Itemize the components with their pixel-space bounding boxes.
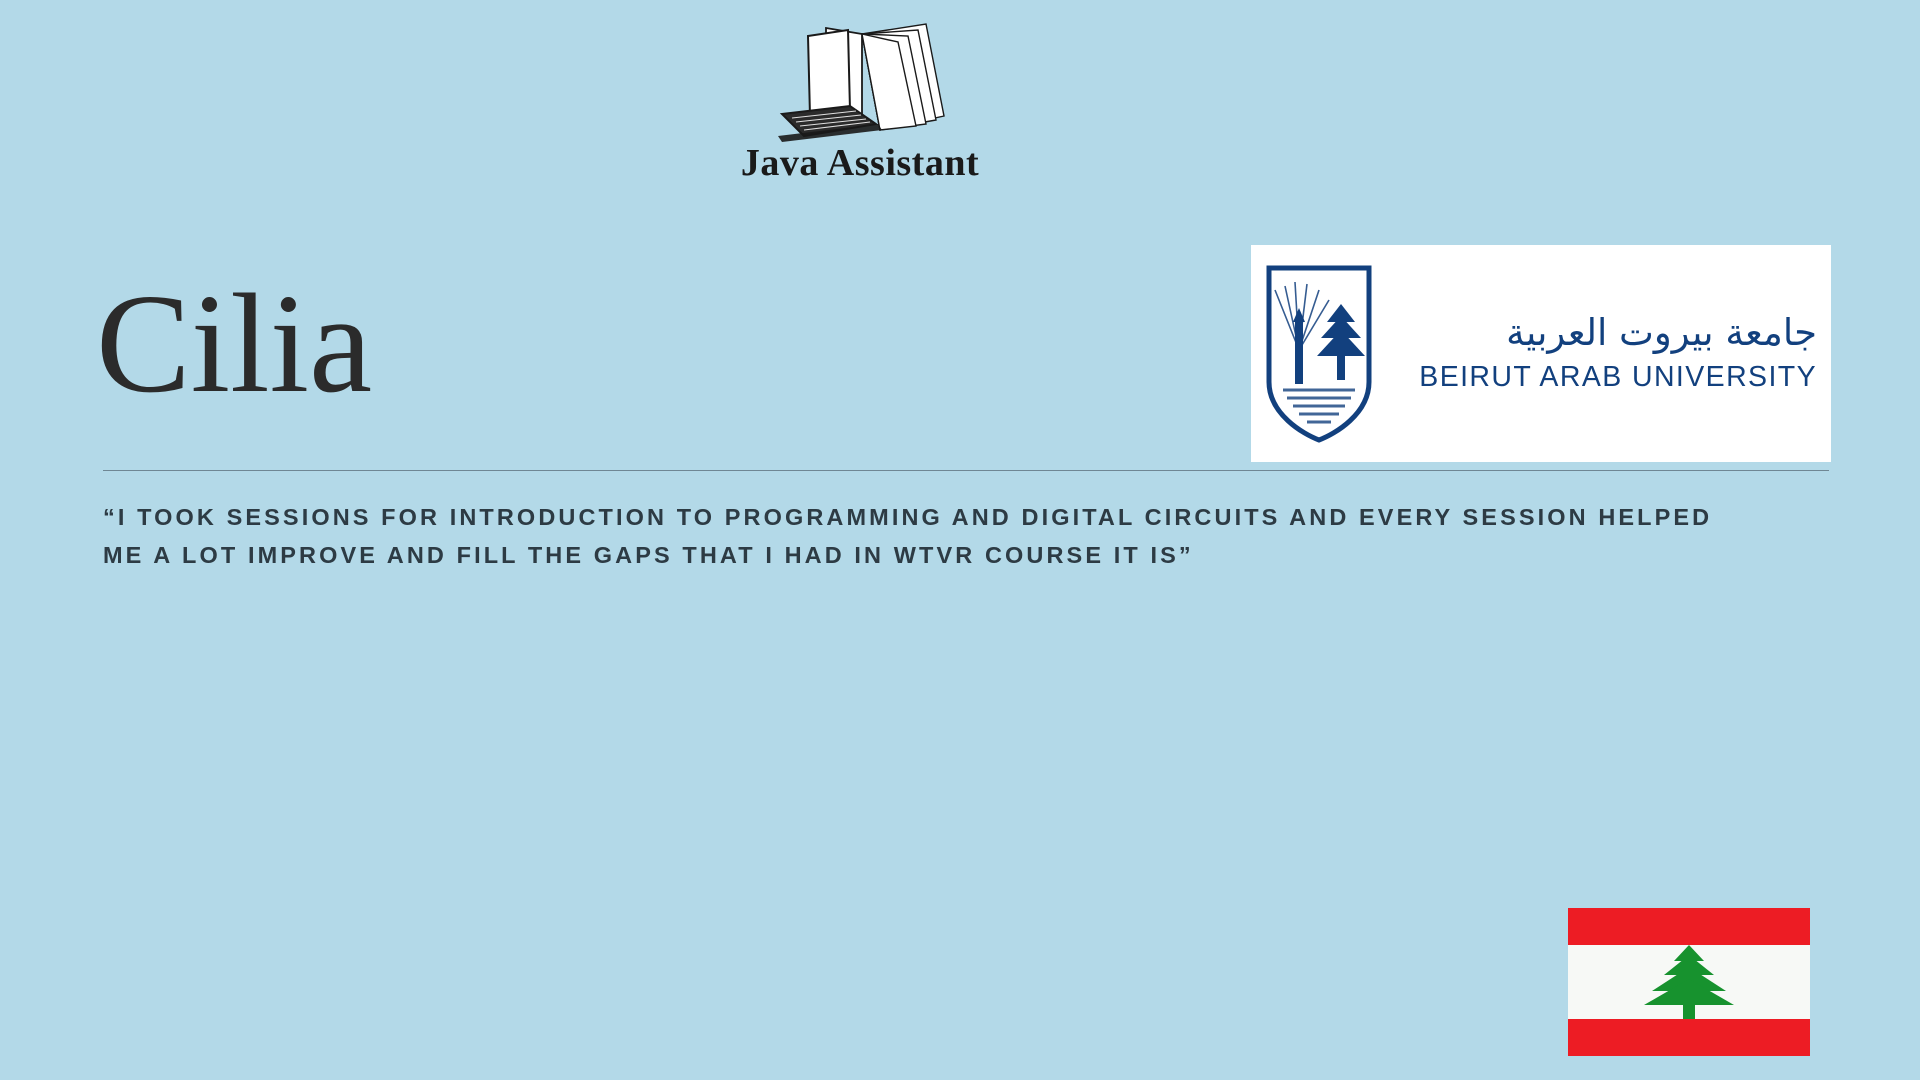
page-title: Cilia: [96, 264, 373, 422]
cedar-tree-icon: [1634, 943, 1744, 1021]
university-name-english: BEIRUT ARAB UNIVERSITY: [1419, 361, 1817, 394]
university-logo-card: [1251, 245, 1831, 462]
lebanon-flag: [1568, 908, 1810, 1056]
brand-block: [710, 18, 1010, 182]
brand-name: Java Assistant: [740, 142, 980, 184]
testimonial-quote: “I TOOK SESSIONS FOR INTRODUCTION TO PROGRAMMING AND DIGITAL CIRCUITS AND EVERY SESSION HELPED ME A LOT IMPROVE AND FILL THE GAPS THAT I HAD IN WTVR COURSE IT IS”: [103, 504, 1713, 569]
flag-band-bottom: [1568, 1019, 1810, 1056]
university-name-arabic: جامعة بيروت العربية: [1506, 310, 1817, 354]
laptop-book-icon: [730, 18, 990, 148]
cedar-crest-icon: [1265, 264, 1373, 444]
flag-band-top: [1568, 908, 1810, 945]
university-name-block: [1395, 310, 1817, 395]
divider: [103, 470, 1829, 471]
